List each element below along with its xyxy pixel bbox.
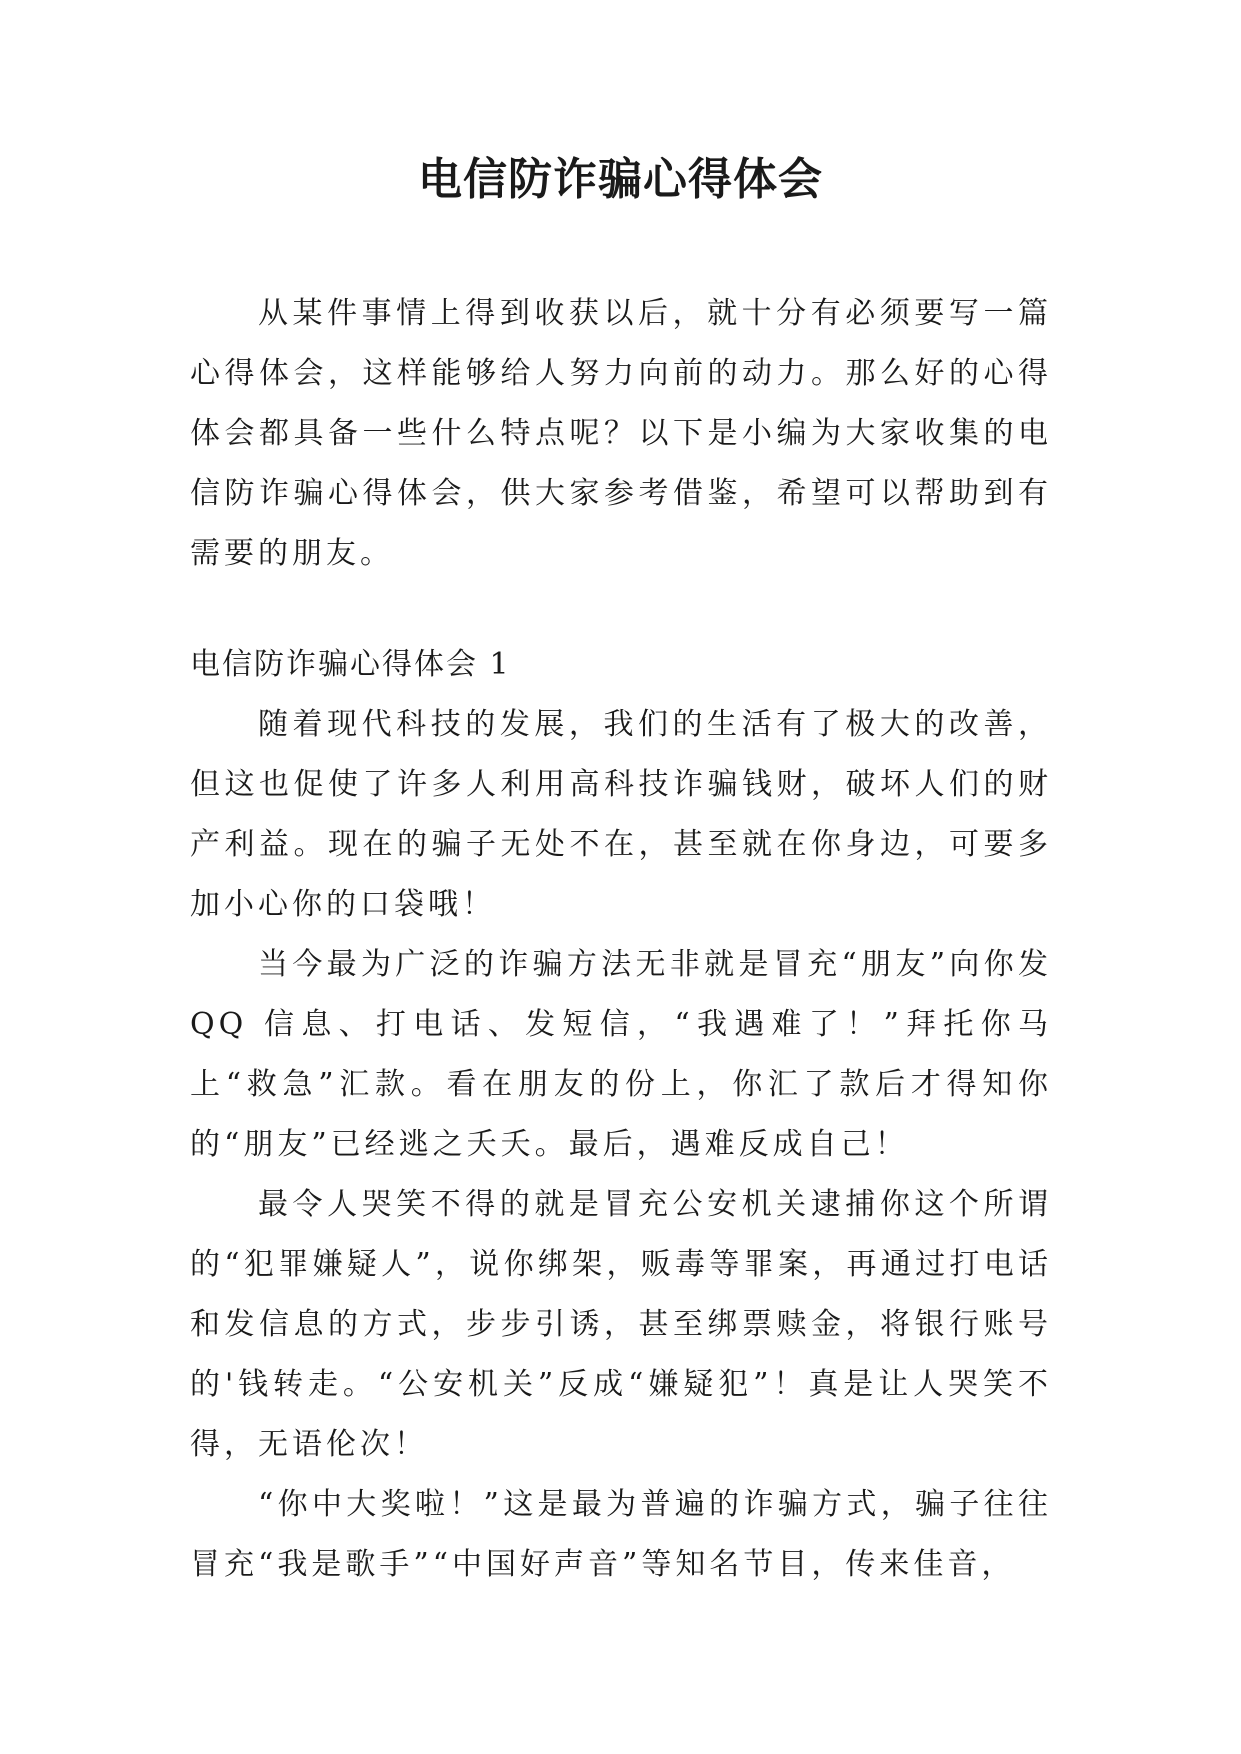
paragraph: 随着现代科技的发展，我们的生活有了极大的改善，但这也促使了许多人利用高科技诈骗钱财，破坏人们的财产利益。现在的骗子无处不在，甚至就在你身边，可要多加小心你的口袋哦！ (190, 707, 1052, 922)
paragraph: 最令人哭笑不得的就是冒充公安机关逮捕你这个所谓的“犯罪嫌疑人”，说你绑架，贩毒等罪案，再通过打电话和发信息的方式，步步引诱，甚至绑票赎金，将银行账号的'钱转走。“公安机关”反成“嫌疑犯”！真是让人哭笑不得，无语伦次！ (190, 1187, 1052, 1462)
paragraph: 当今最为广泛的诈骗方法无非就是冒充“朋友”向你发QQ 信息、打电话、发短信，“我遇难了！”拜托你马上“救急”汇款。看在朋友的份上，你汇了款后才得知你的“朋友”已经逃之夭夭。最后，遇难反成自己！ (190, 947, 1052, 1162)
paragraph: “你中大奖啦！”这是最为普遍的诈骗方式，骗子往往冒充“我是歌手”“中国好声音”等知名节目，传来佳音， (190, 1487, 1052, 1582)
section-body (190, 695, 1052, 1595)
section-heading: 电信防诈骗心得体会 1 (190, 647, 511, 682)
intro-block (190, 284, 1052, 584)
intro-paragraph: 从某件事情上得到收获以后，就十分有必须要写一篇心得体会，这样能够给人努力向前的动力。那么好的心得体会都具备一些什么特点呢？以下是小编为大家收集的电信防诈骗心得体会，供大家参考借鉴，希望可以帮助到有需要的朋友。 (190, 296, 1052, 571)
document-title: 电信防诈骗心得体会 (418, 154, 823, 205)
